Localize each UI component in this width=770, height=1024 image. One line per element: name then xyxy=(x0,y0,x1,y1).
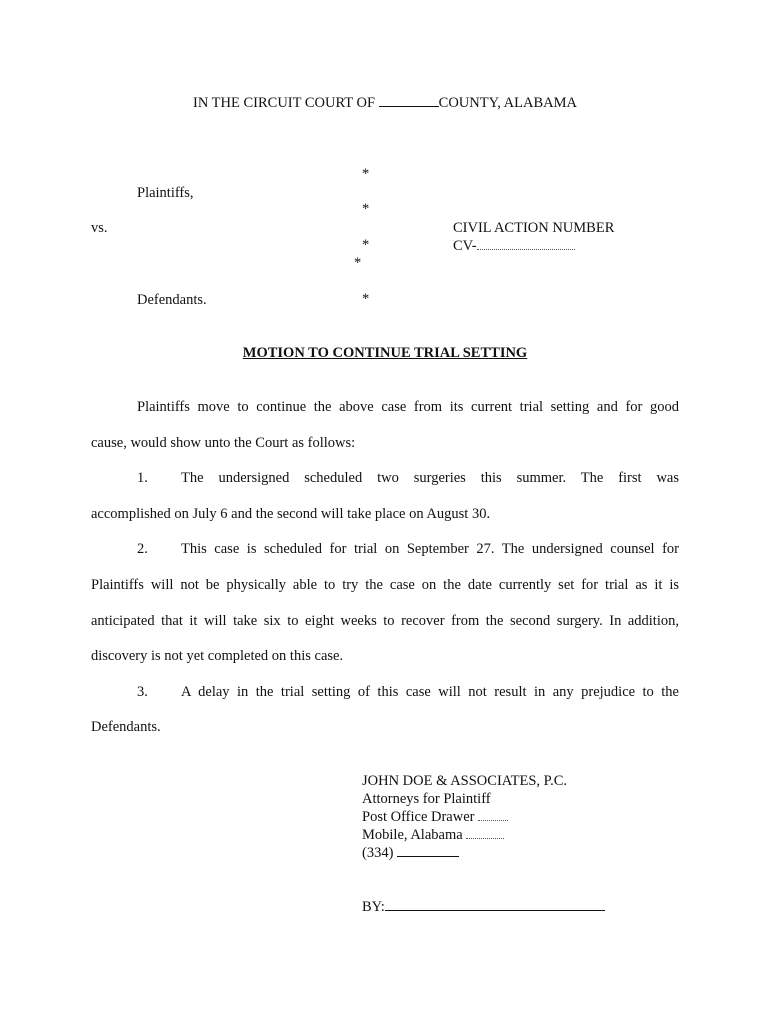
paragraph-3-line-1: 3. A delay in the trial setting of this case will not result in any prejudice to the xyxy=(137,684,679,700)
versus-label: vs. xyxy=(91,220,108,236)
paragraph-number: 2. xyxy=(137,541,148,557)
caption-asterisk: * xyxy=(362,291,370,307)
caption-asterisk: * xyxy=(362,201,370,217)
caption-asterisk: * xyxy=(362,166,370,182)
paragraph-3-line-2: Defendants. xyxy=(91,719,161,735)
attorney-role: Attorneys for Plaintiff xyxy=(362,791,491,807)
case-number-blank xyxy=(477,249,575,250)
paragraph-2-line-1: 2. This case is scheduled for trial on September 27. The undersigned counsel for xyxy=(137,541,679,557)
paragraph-2-line-2: Plaintiffs will not be physically able to try the case on the date currently set for trial as it is xyxy=(91,577,679,593)
paragraph-1-line-1: 1. The undersigned scheduled two surgeries this summer. The first was xyxy=(137,470,679,486)
document-title: MOTION TO CONTINUE TRIAL SETTING xyxy=(242,345,528,361)
post-office-label: Post Office Drawer xyxy=(362,809,475,825)
court-header xyxy=(0,95,770,112)
paragraph-number: 3. xyxy=(137,684,148,700)
paragraph-2-line-3: anticipated that it will take six to eight weeks to recover from the second surgery. In addition, xyxy=(91,613,679,629)
court-suffix: COUNTY, ALABAMA xyxy=(438,95,577,111)
caption-asterisk: * xyxy=(354,255,362,271)
caption-asterisk: * xyxy=(362,237,370,253)
signature-blank xyxy=(385,910,605,911)
paragraph-2-line-4: discovery is not yet completed on this case. xyxy=(91,648,344,664)
signature-line xyxy=(362,899,605,916)
city-label: Mobile, Alabama xyxy=(362,827,463,843)
court-prefix: IN THE CIRCUIT COURT OF xyxy=(193,95,376,111)
phone-line xyxy=(362,845,459,862)
intro-line-2: cause, would show unto the Court as follows: xyxy=(91,435,356,451)
post-office-blank xyxy=(478,820,508,821)
firm-name: JOHN DOE & ASSOCIATES, P.C. xyxy=(362,773,568,789)
plaintiffs-label: Plaintiffs, xyxy=(137,185,194,201)
phone-prefix: (334) xyxy=(362,845,394,861)
post-office-line xyxy=(362,809,508,826)
cv-prefix: CV- xyxy=(453,238,477,254)
defendants-label: Defendants. xyxy=(137,292,207,308)
civil-action-label: CIVIL ACTION NUMBER xyxy=(453,220,615,236)
by-label: BY: xyxy=(362,899,385,915)
paragraph-1-line-2: accomplished on July 6 and the second will take place on August 30. xyxy=(91,506,491,522)
paragraph-number: 1. xyxy=(137,470,148,486)
city-line xyxy=(362,827,504,844)
county-blank xyxy=(379,106,439,107)
phone-blank xyxy=(397,856,459,857)
zip-blank xyxy=(466,838,504,839)
case-number xyxy=(453,238,575,255)
intro-line-1: Plaintiffs move to continue the above case from its current trial setting and for good xyxy=(137,399,679,415)
